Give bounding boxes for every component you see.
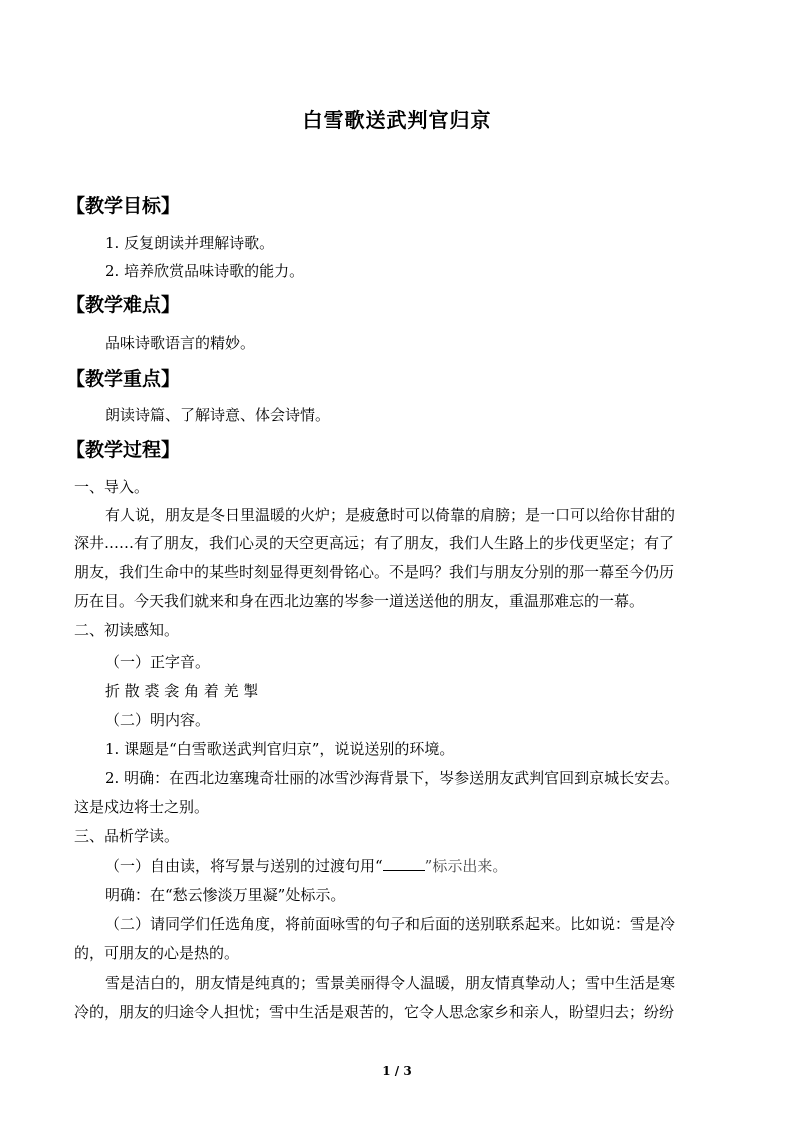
body-paragraph: 1. 课题是“白雪歌送武判官归京”，说说送别的环境。 [105,740,455,758]
section-heading-goals: 【教学目标】 [66,195,181,217]
body-paragraph: 这是戍边将士之别。 [74,798,210,816]
body-paragraph [105,855,507,877]
goal-item-2: 2. 培养欣赏品味诗歌的能力。 [105,262,305,280]
body-paragraph: 的，可朋友的心是热的。 [74,944,240,962]
page-number: 1 / 3 [382,1064,412,1078]
goal-item-1: 1. 反复朗读并理解诗歌。 [105,234,275,252]
body-paragraph: （二）明内容。 [105,711,211,729]
body-paragraph: 深井……有了朋友，我们心灵的天空更高远；有了朋友，我们人生路上的步伐更坚定；有了 [74,534,675,552]
section-heading-key-points: 【教学重点】 [66,368,181,390]
body-paragraph: 朋友，我们生命中的某些时刻显得更刻骨铭心。不是吗？我们与朋友分别的那一幕至今仍历 [74,563,675,581]
body-paragraph: 明确：在“愁云惨淡万里凝”处标示。 [105,886,346,904]
key-points-text: 朗读诗篇、了解诗意、体会诗情。 [105,406,331,424]
body-text: ”标示出来。 [424,857,508,875]
body-paragraph: 雪是洁白的，朋友情是纯真的；雪景美丽得令人温暖，朋友情真挚动人；雪中生活是寒 [105,974,676,992]
difficulty-text: 品味诗歌语言的精妙。 [105,334,256,352]
body-paragraph: 2. 明确：在西北边塞瑰奇壮丽的冰雪沙海背景下，岑参送朋友武判官回到京城长安去。 [105,769,680,787]
section-heading-process: 【教学过程】 [66,439,181,461]
section-heading-difficulty: 【教学难点】 [66,294,181,316]
body-text: （一）自由读，将写景与送别的过渡句用“ [105,857,383,875]
body-paragraph: 一、导入。 [74,478,150,496]
body-paragraph: 二、初读感知。 [74,621,180,639]
body-paragraph: （一）正字音。 [105,653,211,671]
body-paragraph: 三、品析学读。 [74,827,180,845]
page-title: 白雪歌送武判官归京 [302,108,492,132]
body-paragraph: 历在目。今天我们就来和身在西北边塞的岑参一道送送他的朋友，重温那难忘的一幕。 [74,592,645,610]
fill-blank [383,856,425,871]
pronunciation-chars: 折 散 裘 衾 角 着 羌 掣 [105,682,259,700]
body-paragraph: （二）请同学们任选角度，将前面咏雪的句子和后面的送别联系起来。比如说：雪是冷 [105,915,676,933]
body-paragraph: 冷的，朋友的归途令人担忧；雪中生活是艰苦的，它令人思念家乡和亲人，盼望归去；纷纷 [74,1003,675,1021]
body-paragraph: 有人说，朋友是冬日里温暖的火炉；是疲惫时可以倚靠的肩膀；是一口可以给你甘甜的 [105,506,676,524]
